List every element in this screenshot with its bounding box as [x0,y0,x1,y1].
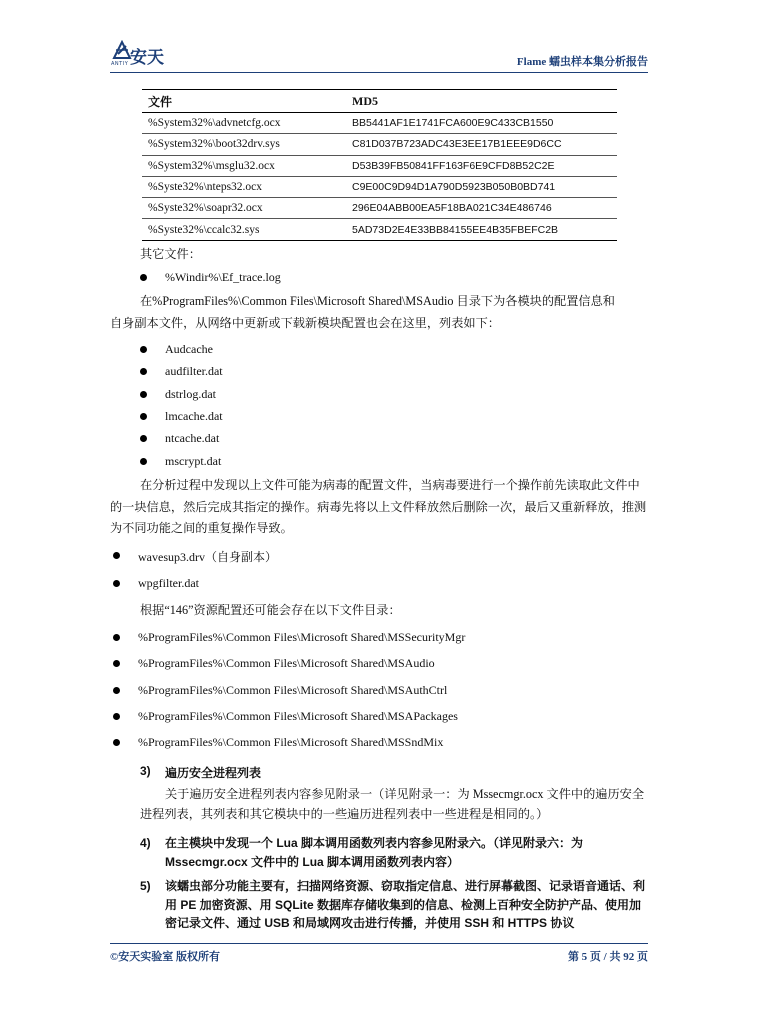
bullet-icon [140,458,147,465]
table-header-row [142,90,617,113]
bullet-icon [140,274,147,281]
msaudio-paragraph-line1: 在%ProgramFiles%\Common Files\Microsoft Shared\MSAudio 目录下为各模块的配置信息和 [140,294,615,308]
list-item-text: %ProgramFiles%\Common Files\Microsoft Shared\MSAudio [138,656,435,670]
bullet-icon [113,552,120,559]
bullet-icon [113,687,120,694]
list-item-text: mscrypt.dat [165,454,222,468]
table-cell-file: %Syste32%\ccalc32.sys [142,219,346,240]
table-row [142,113,617,134]
md5-table [142,89,617,241]
list-item-text: %ProgramFiles%\Common Files\Microsoft Shared\MSSecurityMgr [138,630,466,644]
section-number: 3) [140,764,151,778]
section-title: 遍历安全进程列表 [165,766,262,780]
page-number: 第 5 页 / 共 92 页 [567,951,648,963]
table-cell-file: %System32%\msglu32.ocx [142,155,346,176]
table-cell-md5: 296E04ABB00EA5F18BA021C34E486746 [346,198,617,219]
bullet-icon [113,580,120,587]
logo-text: 安天 [130,48,164,68]
table-row [142,176,617,197]
section3-paragraph: 关于遍历安全进程列表内容参见附录一（详见附录一：为 Mssecmgr.ocx 文件中的遍历安全进程列表，其列表和其它模块中的一些遍历进程列表中一些进程是相同的。） [140,787,645,821]
list-item-text: %Windir%\Ef_trace.log [165,270,281,284]
list-item-text: dstrlog.dat [165,387,216,401]
bullet-icon [140,346,147,353]
page-header [110,38,648,73]
antiy-logo [110,40,170,70]
list-item-text: %ProgramFiles%\Common Files\Microsoft Shared\MSAuthCtrl [138,683,448,697]
table-row [142,198,617,219]
list-item-text: lmcache.dat [165,409,223,423]
report-title: Flame 蠕虫样本集分析报告 [516,56,648,68]
table-cell-file: %Syste32%\nteps32.ocx [142,176,346,197]
list-item-text: %ProgramFiles%\Common Files\Microsoft Shared\MSSndMix [138,735,444,749]
table-cell-md5: D53B39FB50841FF163F6E9CFD8B52C2E [346,155,617,176]
item5-text: 该蠕虫部分功能主要有，扫描网络资源、窃取指定信息、进行屏幕截图、记录语音通话、利用 PE 加密资源、用 SQLite 数据库存储收集到的信息、检测上百种安全防护产品、使用加密记录文件、通过 USB 和局域网攻击进行传播，并使用 SSH 和 HTTPS 协议 [165,879,646,930]
table-cell-file: %Syste32%\soapr32.ocx [142,198,346,219]
bullet-icon [113,713,120,720]
item-number: 5) [140,879,151,893]
item4-text: 在主模块中发现一个 Lua 脚本调用函数列表内容参见附录六。（详见附录六：为 Mssecmgr.ocx 文件中的 Lua 脚本调用函数列表内容） [165,836,584,869]
list-item-text: ntcache.dat [165,431,220,445]
table-row [142,134,617,155]
table-cell-md5: C81D037B723ADC43E3EE17B1EEE9D6CC [346,134,617,155]
bullet-icon [113,739,120,746]
table-cell-file: %System32%\boot32drv.sys [142,134,346,155]
list-item-text: Audcache [165,342,213,356]
other-files-label: 其它文件： [140,247,201,261]
list-item-text: wpgfilter.dat [138,576,199,590]
table-row [142,155,617,176]
bullet-icon [140,391,147,398]
column-header-md5: MD5 [346,90,617,113]
msaudio-paragraph-line2: 自身副本文件，从网络中更新或下载新模块配置也会在这里，列表如下： [110,316,500,330]
table-cell-md5: BB5441AF1E1741FCA600E9C433CB1550 [346,113,617,134]
column-header-file: 文件 [142,90,346,113]
list-item-text: %ProgramFiles%\Common Files\Microsoft Shared\MSAPackages [138,709,458,723]
table-cell-file: %System32%\advnetcfg.ocx [142,113,346,134]
list-item-text: wavesup3.drv（自身副本） [138,550,277,564]
bullet-icon [140,413,147,420]
bullet-icon [113,660,120,667]
copyright: ©安天实验室 版权所有 [110,951,220,963]
bullet-icon [140,435,147,442]
antiy-logo-icon [112,40,132,62]
resource-paragraph: 根据“146”资源配置还可能会存在以下文件目录： [140,603,401,617]
bullet-icon [113,634,120,641]
analysis-paragraph: 在分析过程中发现以上文件可能为病毒的配置文件，当病毒要进行一个操作前先读取此文件中的一块信息，然后完成其指定的操作。病毒先将以上文件释放然后删除一次，最后又重新释放，推测为不同功能之间的重复操作导致。 [110,478,647,535]
bullet-icon [140,368,147,375]
table-cell-md5: C9E00C9D94D1A790D5923B050B0BD741 [346,176,617,197]
footer-divider [110,943,648,944]
list-item-text: audfilter.dat [165,364,223,378]
logo-subtext: ANTIY [111,61,129,67]
item-number: 4) [140,836,151,850]
table-cell-md5: 5AD73D2E4E33BB84155EE4B35FBEFC2B [346,219,617,240]
table-row [142,219,617,240]
